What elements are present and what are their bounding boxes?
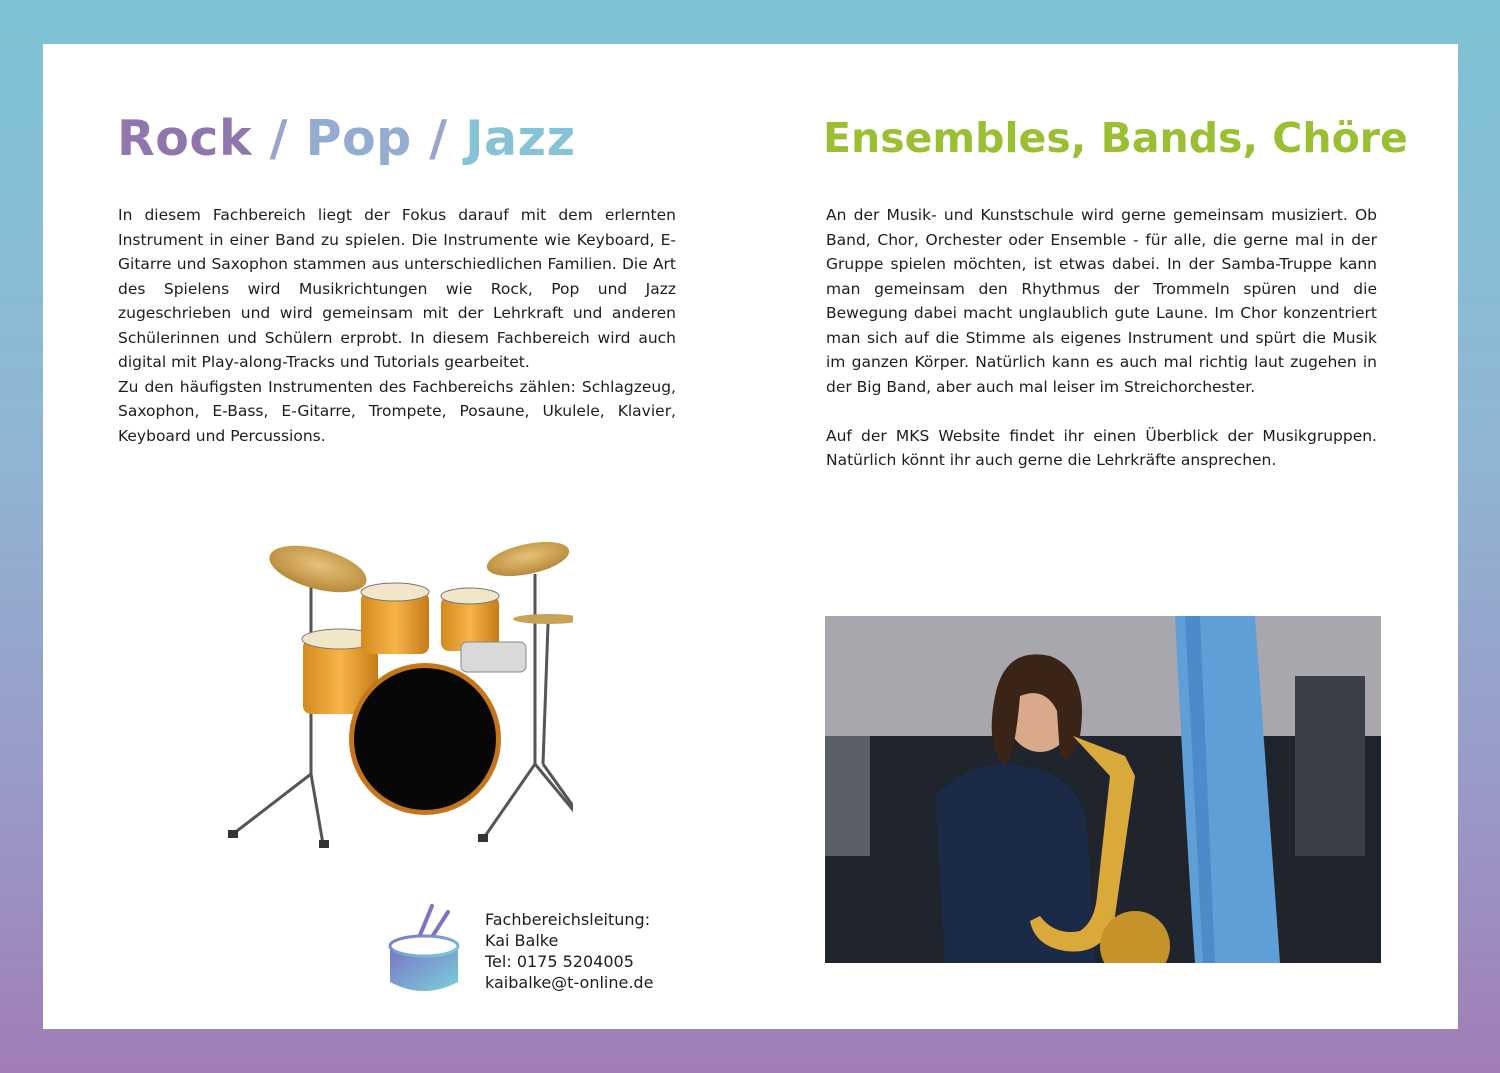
brochure-spread [43, 44, 1458, 1029]
rock-pop-jazz-description [118, 203, 676, 448]
saxophone-player-photo [825, 616, 1381, 963]
drum-kit-image [183, 534, 573, 864]
section-title-ensembles: Ensembles, Bands, Chöre [823, 114, 1408, 162]
contact-name: Kai Balke [485, 931, 559, 950]
title-separator: / [269, 110, 288, 167]
drum-icon [388, 904, 460, 996]
paragraph-gap [826, 399, 1377, 424]
instruments-paragraph: Zu den häufigsten Instrumenten des Fachbereichs zählen: Schlagzeug, Saxophon, E-Bass, E-Gitarre, Trompete, Posaune, Ukulele, Klavier, Keyboard und Percussions. [118, 377, 676, 445]
ensembles-description [826, 203, 1377, 473]
title-word-rock: Rock [117, 110, 253, 167]
contact-block [485, 909, 653, 993]
contact-heading: Fachbereichsleitung: [485, 910, 651, 929]
title-separator: / [429, 110, 448, 167]
title-word-jazz: Jazz [465, 110, 576, 167]
contact-phone: Tel: 0175 5204005 [485, 952, 634, 971]
ensembles-paragraph: An der Musik- und Kunstschule wird gerne gemeinsam musiziert. Ob Band, Chor, Orchester oder Ensemble - für alle, die gerne mal in der Gruppe spielen möchten, ist etwas dabei. In der Samba-Truppe kann man gemeinsam den Rhythmus der Trommeln spüren und die Bewegung dabei macht unglaublich gute Laune. Im Chor konzentriert man sich auf die Stimme als eigenes Instrument und spürt die Musik im ganzen Körper. Natürlich kann es auch mal richtig laut zugehen in der Big Band, aber auch mal leiser im Streichorchester. [826, 206, 1377, 396]
contact-email: kaibalke@t-online.de [485, 973, 654, 992]
title-word-pop: Pop [305, 110, 412, 167]
website-paragraph: Auf der MKS Website findet ihr einen Überblick der Musikgruppen. Natürlich könnt ihr auch gerne die Lehrkräfte ansprechen. [826, 426, 1377, 469]
section-title-rock-pop-jazz [117, 110, 576, 167]
description-paragraph: In diesem Fachbereich liegt der Fokus darauf mit dem erlernten Instrument in einer Band zu spielen. Die Instrumente wie Keyboard, E-Gitarre und Saxophon stammen aus unterschiedlichen Familien. Die Art des Spielens wird Musikrichtungen wie Rock, Pop und Jazz zugeschrieben und wird gemeinsam mit der Lehrkraft und anderen Schülerinnen und Schülern erprobt. In diesem Fachbereich wird auch digital mit Play-along-Tracks und Tutorials gearbeitet. [118, 206, 676, 371]
